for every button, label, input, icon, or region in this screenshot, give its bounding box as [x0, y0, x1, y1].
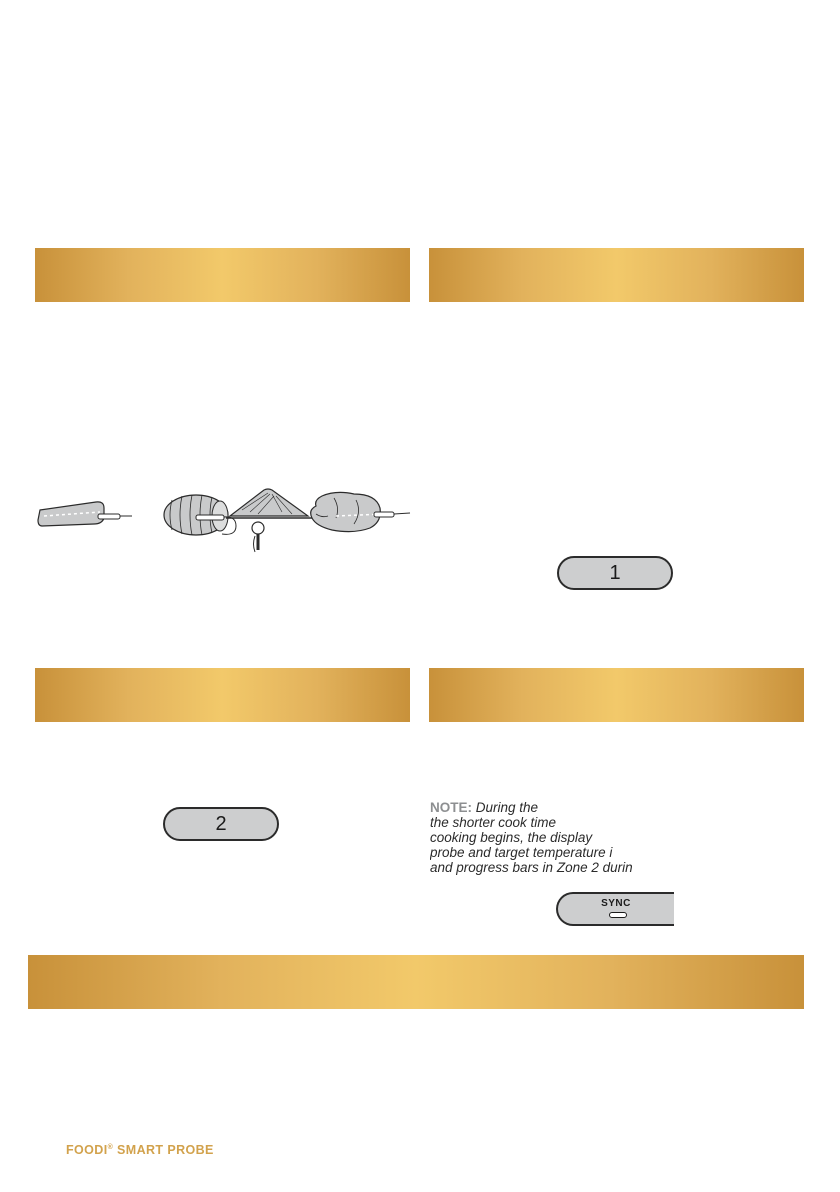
probe-placement-illustrations: [36, 488, 416, 558]
note-line: probe and target temperature i: [430, 845, 613, 860]
fish-probe-icon: [38, 502, 132, 526]
brand-name: FOODI: [66, 1143, 108, 1157]
registered-mark: ®: [107, 1143, 114, 1151]
poultry-probe-icon: [311, 492, 410, 531]
sync-indicator-light: [609, 912, 627, 918]
zone-2-button-label: 2: [215, 812, 227, 835]
note-label: NOTE:: [430, 800, 472, 815]
sync-button-label: SYNC: [601, 898, 631, 909]
note-line: cooking begins, the display: [430, 830, 593, 845]
note-line: and progress bars in Zone 2 durin: [430, 860, 633, 875]
section-header-bar: [429, 668, 804, 722]
section-header-bar: [35, 248, 410, 302]
steak-probe-icon: [226, 489, 314, 552]
sync-button[interactable]: [556, 892, 674, 926]
note-text: [430, 800, 676, 875]
footer-brand: [66, 1143, 214, 1157]
note-line: During the: [475, 800, 539, 815]
section-header-bar-wide: [28, 955, 804, 1009]
note-line: the shorter cook time: [430, 815, 557, 830]
zone-2-button[interactable]: [163, 807, 279, 841]
roast-probe-icon: [164, 495, 236, 535]
zone-1-button[interactable]: [557, 556, 673, 590]
section-header-bar: [429, 248, 804, 302]
product-name: SMART PROBE: [113, 1143, 214, 1157]
zone-1-button-label: 1: [609, 561, 621, 584]
section-header-bar: [35, 668, 410, 722]
